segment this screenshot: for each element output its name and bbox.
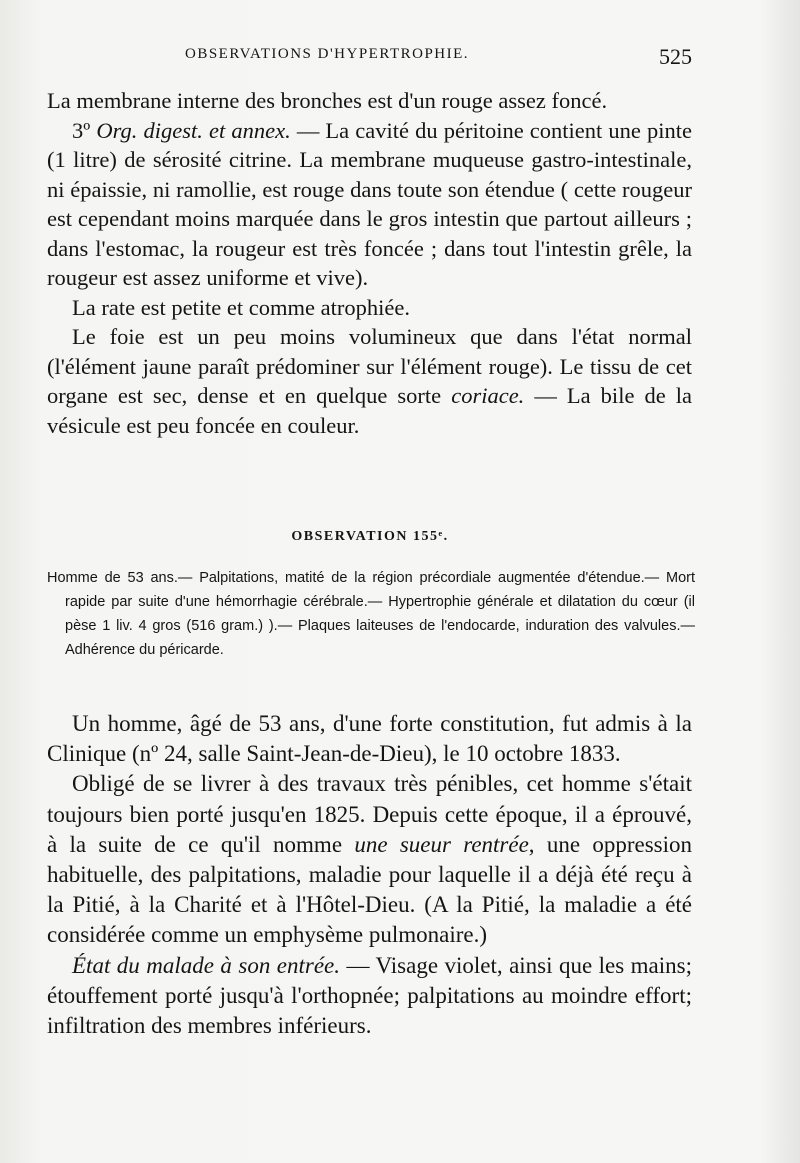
- paragraph-liver-text: Le foie est un peu moins volumineux que dans l'état normal (l'élément jaune paraît prédominer sur l'élément rouge). Le tissu de cet organe est sec, dense et en quelque sorte: [47, 324, 692, 408]
- paragraph-liver-end: — La bile de la vésicule est peu foncée en couleur.: [47, 383, 692, 438]
- paragraph-state: [47, 951, 692, 1042]
- paragraph-state-text: — Visage violet, ainsi que les mains; étouffement porté jusqu'à l'orthopnée; palpitations au moindre effort; infiltration des membres inférieurs.: [47, 952, 692, 1039]
- paragraph-bronches: La membrane interne des bronches est d'un rouge assez foncé.: [47, 88, 608, 113]
- italic-phrase-etat: État du malade à son entrée.: [72, 952, 341, 978]
- paragraph-digestive: [47, 116, 692, 293]
- paragraph-spleen: La rate est petite et comme atrophiée.: [72, 294, 410, 320]
- paragraph-admission: Un homme, âgé de 53 ans, d'une forte constitution, fut admis à la Clinique (nº 24, salle Saint-Jean-de-Dieu), le 10 octobre 1833.: [47, 711, 692, 767]
- paragraph-history-text: Obligé de se livrer à des travaux très pénibles, cet homme s'était toujours bien porté jusqu'en 1825. Depuis cette époque, il a éprouvé, à la suite de ce qu'il nomme: [47, 771, 692, 857]
- autopsy-text-block: [47, 86, 692, 440]
- paragraph-liver: [47, 322, 692, 440]
- italic-word-coriace: coriace.: [451, 383, 525, 408]
- italic-phrase-sueur: une sueur rentrée: [354, 831, 529, 857]
- case-text-block: [47, 709, 692, 1041]
- paragraph-history: [47, 769, 692, 950]
- section-label: Org. digest. et annex.: [96, 117, 291, 143]
- running-head: OBSERVATIONS D'HYPERTROPHIE.: [185, 46, 470, 62]
- paragraph-history-end: , une oppression habituelle, des palpitations, maladie pour laquelle il a déjà été reçu à la Pitié, à la Charité et à l'Hôtel-Dieu. (A la Pitié, la maladie a été considérée comme un emphysème pulmonaire.): [47, 831, 692, 948]
- observation-title: OBSERVATION 155ᵉ.: [291, 529, 449, 544]
- observation-summary: [47, 566, 695, 662]
- section-number: 3º: [72, 117, 97, 143]
- page-number: 525: [659, 44, 692, 69]
- summary-text: Homme de 53 ans.— Palpitations, matité de la région précordiale augmentée d'étendue.— Mort rapide par suite d'une hémorrhagie cérébrale.— Hypertrophie générale et dilatation du cœur (il pèse 1 liv. 4 gros (516 gram.) ).— Plaques laiteuses de l'endocarde, induration des valvules.— Adhérence du péricarde.: [47, 570, 695, 658]
- paragraph-digestive-text: — La cavité du péritoine contient une pinte (1 litre) de sérosité citrine. La membrane muqueuse gastro-intestinale, ni épaissie, ni ramollie, est rouge dans toute son étendue ( cette rougeur est cependant moins marquée dans le gros intestin que partout ailleurs ; dans l'estomac, la rougeur est très foncée ; dans tout l'intestin grêle, la rougeur est assez uniforme et vive).: [47, 117, 692, 290]
